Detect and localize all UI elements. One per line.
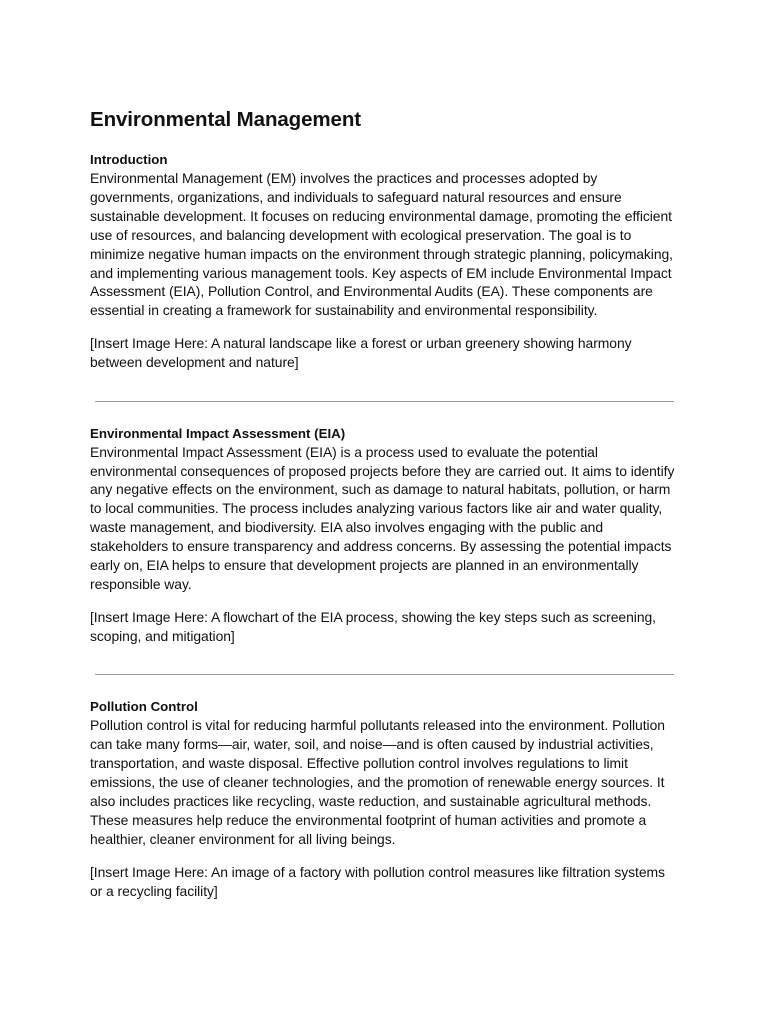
section-eia — [90, 424, 680, 647]
image-placeholder-text: [Insert Image Here: An image of a factory with pollution control measures like filtration systems or a recycling facility] — [90, 863, 665, 899]
section-divider — [95, 401, 674, 402]
document-page — [90, 106, 680, 901]
image-placeholder-text: [Insert Image Here: A natural landscape like a forest or urban greenery showing harmony between development and nature] — [90, 335, 632, 371]
section-pollution-control — [90, 697, 680, 901]
section-heading: Environmental Impact Assessment (EIA) — [90, 425, 346, 441]
section-divider — [95, 674, 674, 675]
section-heading: Introduction — [90, 152, 168, 167]
section-body: Environmental Management (EM) involves the practices and processes adopted by governments, organizations, and individuals to safeguard natural resources and ensure sustainable development. It focuses on reducing environmental damage, promoting the efficient use of resources, and balancing development with ecological preservation. The goal is to minimize negative human impacts on the environment through strategic planning, policymaking, and implementing various management tools. Key aspects of EM include Environmental Impact Assessment (EIA), Pollution Control, and Environmental Audits (EA). These components are essential in creating a framework for sustainability and environmental responsibility. — [90, 170, 673, 319]
section-introduction — [90, 150, 680, 373]
section-heading: Pollution Control — [90, 699, 198, 715]
section-body: Pollution control is vital for reducing harmful pollutants released into the environment. Pollution can take many forms—air, water, soil, and noise—and is often caused by industrial activities, transportation, and waste disposal. Effective pollution control involves regulations to limit emissions, the use of cleaner technologies, and the promotion of renewable energy sources. It also includes practices like recycling, waste reduction, and sustainable agricultural methods. These measures help reduce the environmental footprint of human activities and promote a healthier, cleaner environment for all living beings. — [90, 717, 665, 847]
image-placeholder-text: [Insert Image Here: A flowchart of the EIA process, showing the key steps such as screening, scoping, and mitigation] — [90, 608, 656, 645]
document-title: Environmental Management — [90, 108, 361, 131]
section-body: Environmental Impact Assessment (EIA) is a process used to evaluate the potential environmental consequences of proposed projects before they are carried out. It aims to identify any negative effects on the environment, such as damage to natural habitats, pollution, or harm to local communities. The process includes analyzing various factors like air and water quality, waste management, and biodiversity. EIA also involves engaging with the public and stakeholders to ensure transparency and address concerns. By assessing the potential impacts early on, EIA helps to ensure that development projects are planned in an environmentally responsible way. — [90, 443, 675, 592]
